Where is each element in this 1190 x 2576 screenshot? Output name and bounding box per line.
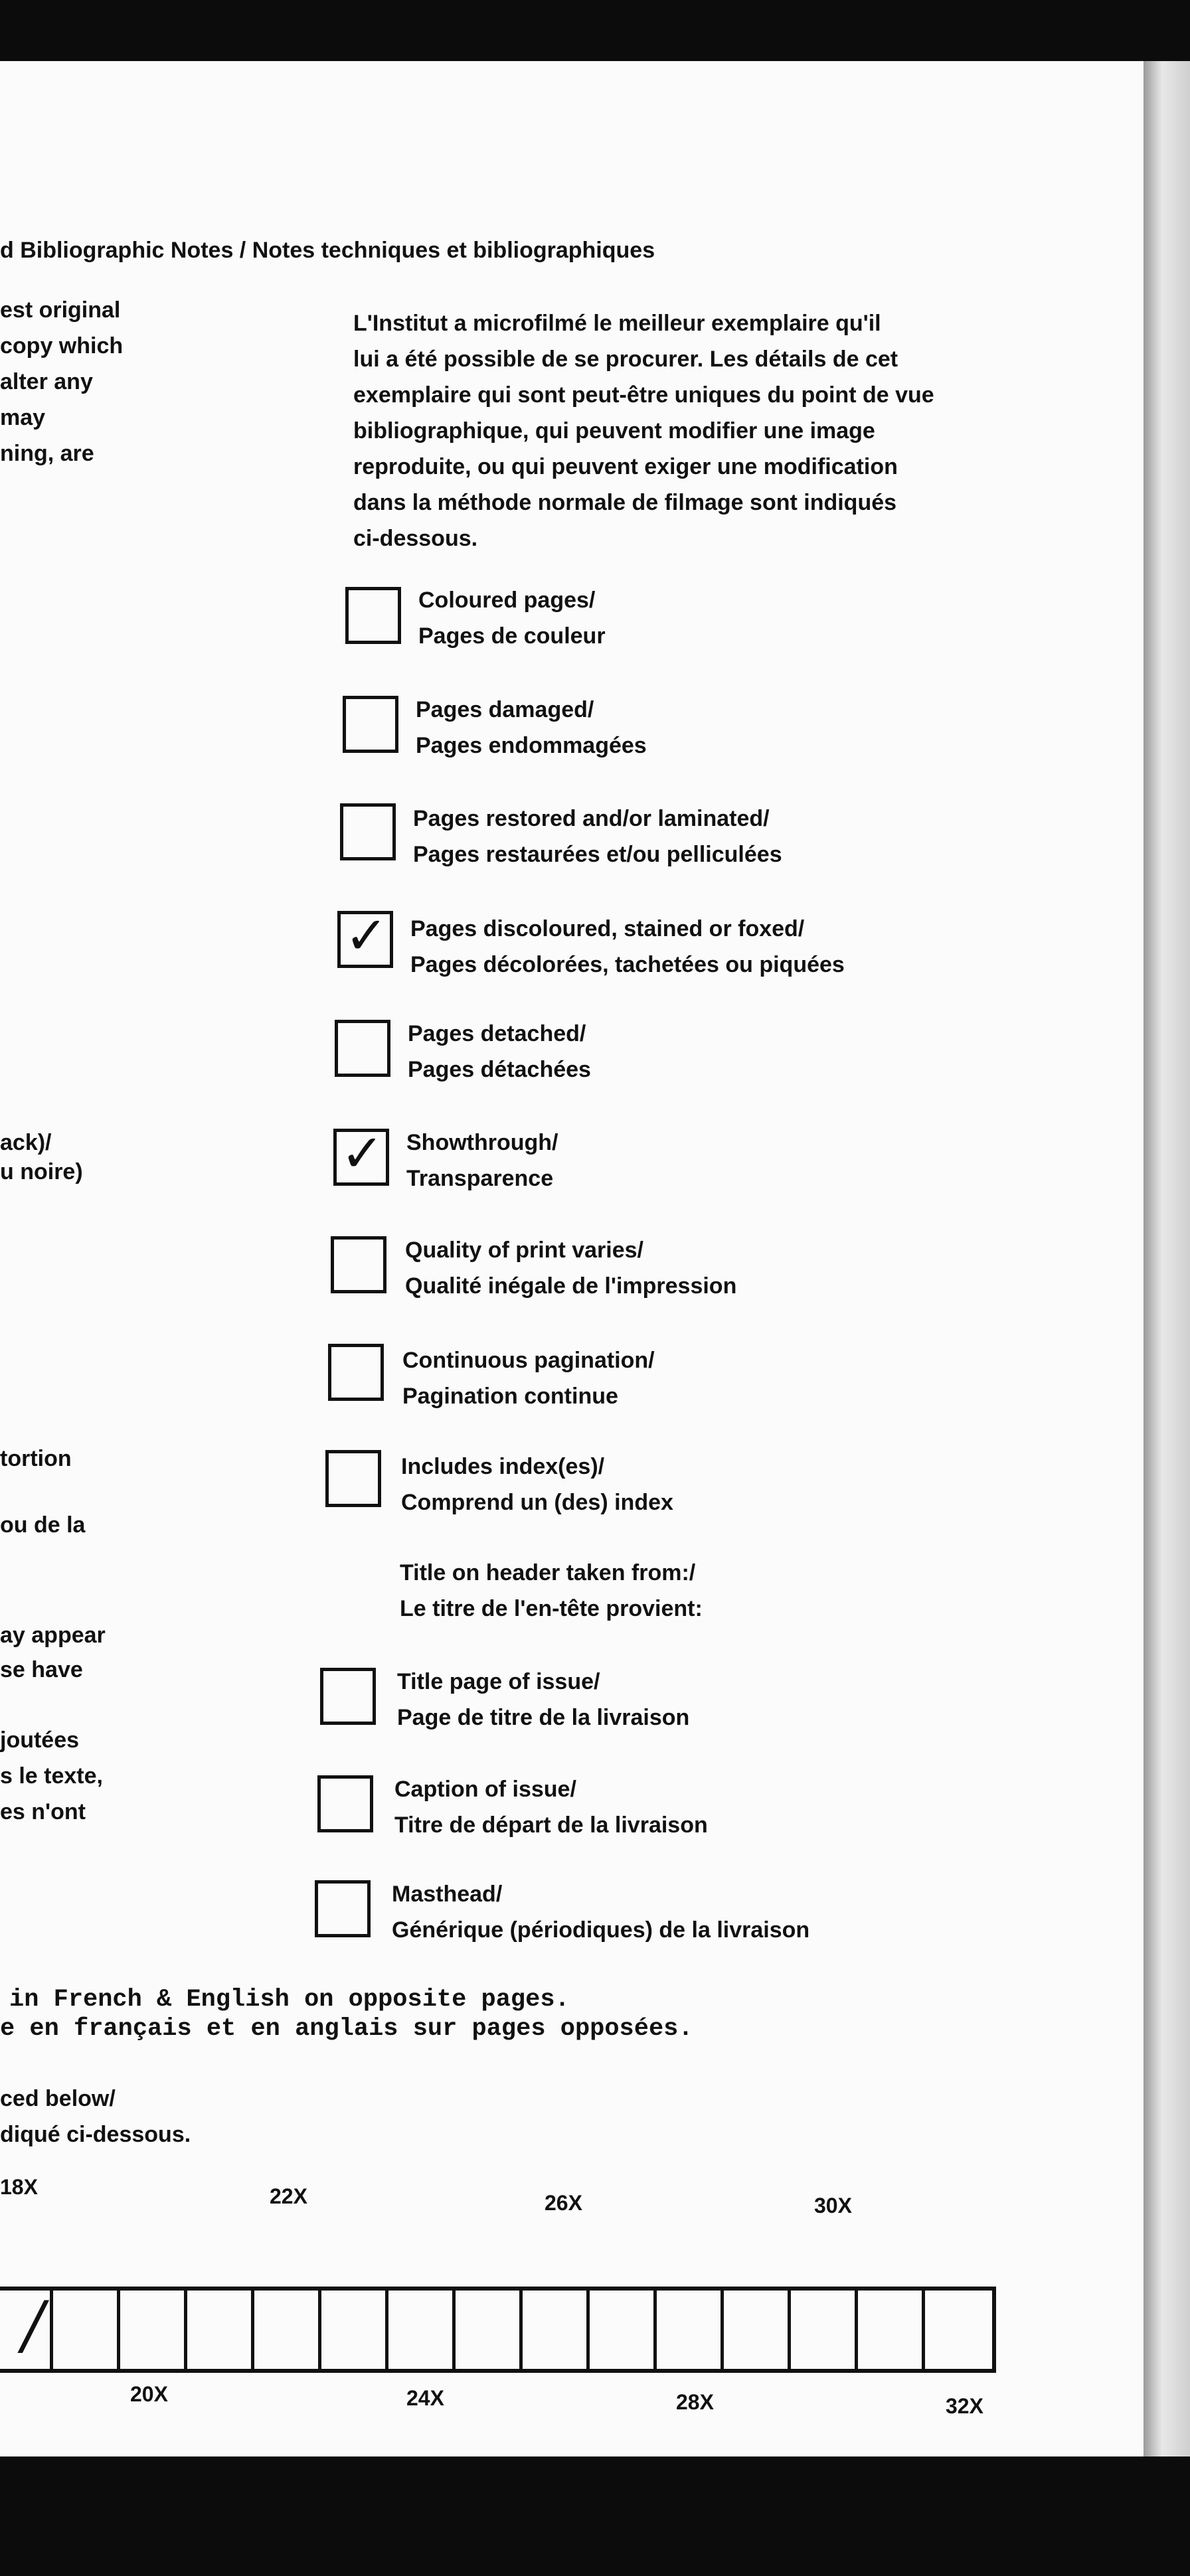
check-mark-icon: ✓: [341, 1124, 384, 1184]
ratio-cell[interactable]: [925, 2291, 992, 2369]
slash-mark-icon: /: [23, 2288, 44, 2362]
left-fragment: ning, are: [0, 441, 94, 466]
left-fragment: copy which: [0, 333, 124, 359]
pages-damaged-checkbox[interactable]: [343, 696, 398, 753]
ratio-cell[interactable]: [858, 2291, 925, 2369]
checkbox-label-fr: Pages endommagées: [416, 733, 647, 758]
checkbox-label-en: Coloured pages/: [418, 588, 596, 613]
checkbox-label-en: Masthead/: [392, 1882, 503, 1907]
quality-of-print-checkbox[interactable]: [331, 1236, 386, 1293]
ratio-cell[interactable]: [724, 2291, 791, 2369]
checkbox-label-fr: Pages de couleur: [418, 623, 606, 649]
checkbox-label-fr: Pagination continue: [402, 1384, 618, 1409]
left-fragment: s le texte,: [0, 1763, 103, 1789]
ratio-cell[interactable]: [523, 2291, 590, 2369]
ratio-label-bottom: 20X: [130, 2382, 168, 2406]
coloured-pages-checkbox[interactable]: [345, 587, 401, 644]
ratio-label-bottom: 32X: [946, 2394, 983, 2418]
title-page-of-issue-checkbox[interactable]: [320, 1668, 376, 1725]
ratio-label-bottom: 24X: [406, 2386, 444, 2410]
paragraph-line: reproduite, ou qui peuvent exiger une modification: [353, 454, 898, 479]
check-mark-icon: ✓: [345, 906, 388, 966]
checkbox-label-fr: Pages détachées: [408, 1057, 591, 1082]
paragraph-line: bibliographique, qui peuvent modifier une image: [353, 418, 875, 443]
checkbox-label-en: Quality of print varies/: [405, 1238, 643, 1263]
masthead-checkbox[interactable]: [315, 1880, 371, 1937]
left-fragment: joutées: [0, 1728, 80, 1753]
left-fragment: ay appear: [0, 1623, 106, 1648]
left-fragment: ou de la: [0, 1512, 86, 1538]
reduction-ratio-grid: [0, 2287, 996, 2373]
left-fragment: may: [0, 405, 46, 430]
includes-index-checkbox[interactable]: [325, 1450, 381, 1507]
ratio-cell[interactable]: [254, 2291, 321, 2369]
checkbox-label-fr: Générique (périodiques) de la livraison: [392, 1917, 810, 1943]
ratio-label-bottom: 28X: [676, 2390, 714, 2414]
additional-note-fr: e en français et en anglais sur pages opposées.: [0, 2015, 693, 2043]
ratio-cell[interactable]: [187, 2291, 254, 2369]
caption-of-issue-checkbox[interactable]: [317, 1775, 373, 1832]
checkbox-label-en: Pages discoloured, stained or foxed/: [410, 916, 805, 941]
ratio-cell[interactable]: [321, 2291, 388, 2369]
left-fragment: tortion: [0, 1446, 72, 1471]
title-header-en: Title on header taken from:/: [400, 1560, 696, 1585]
checkbox-label-en: Title page of issue/: [397, 1669, 600, 1694]
paragraph-line: ci-dessous.: [353, 526, 478, 551]
left-fragment: alter any: [0, 369, 93, 394]
ratio-label-top: 30X: [814, 2194, 852, 2217]
checkbox-label-en: Pages restored and/or laminated/: [413, 806, 770, 831]
paragraph-line: exemplaire qui sont peut-être uniques du point de vue: [353, 382, 934, 408]
checkbox-label-en: Pages detached/: [408, 1021, 586, 1046]
ratio-label-top: 22X: [270, 2184, 307, 2208]
pages-detached-checkbox[interactable]: [335, 1020, 390, 1077]
checkbox-label-fr: Qualité inégale de l'impression: [405, 1273, 737, 1299]
checkbox-label-fr: Pages restaurées et/ou pelliculées: [413, 842, 782, 867]
reduction-note-en: ced below/: [0, 2086, 116, 2111]
showthrough-checkbox[interactable]: [333, 1124, 389, 1186]
paragraph-line: dans la méthode normale de filmage sont indiqués: [353, 490, 897, 515]
page-header: d Bibliographic Notes / Notes techniques et bibliographiques: [0, 238, 655, 263]
ratio-cell[interactable]: [120, 2291, 187, 2369]
paragraph-line: L'Institut a microfilmé le meilleur exemplaire qu'il: [353, 311, 881, 336]
left-fragment: est original: [0, 297, 121, 323]
checkbox-label-en: Continuous pagination/: [402, 1348, 655, 1373]
left-fragment: es n'ont: [0, 1799, 86, 1824]
ratio-cell[interactable]: [456, 2291, 523, 2369]
checkbox-label-fr: Transparence: [406, 1166, 554, 1191]
checkbox-label-fr: Comprend un (des) index: [401, 1490, 673, 1515]
checkbox-label-en: Showthrough/: [406, 1130, 558, 1155]
checkbox-label-fr: Pages décolorées, tachetées ou piquées: [410, 952, 845, 977]
left-fragment: se have: [0, 1657, 83, 1682]
ratio-cell[interactable]: [590, 2291, 657, 2369]
document-page: [0, 61, 1144, 2456]
paragraph-line: lui a été possible de se procurer. Les détails de cet: [353, 347, 898, 372]
additional-note-en: in French & English on opposite pages.: [9, 1986, 570, 2014]
checkbox-label-fr: Titre de départ de la livraison: [394, 1812, 708, 1838]
pages-restored-checkbox[interactable]: [340, 803, 396, 860]
title-header-fr: Le titre de l'en-tête provient:: [400, 1596, 703, 1621]
checkbox-label-fr: Page de titre de la livraison: [397, 1705, 690, 1730]
ratio-cell[interactable]: [53, 2291, 120, 2369]
ratio-cell-18x[interactable]: [0, 2288, 53, 2369]
left-fragment: ack)/: [0, 1130, 52, 1155]
checkbox-label-en: Includes index(es)/: [401, 1454, 605, 1479]
reduction-note-fr: diqué ci-dessous.: [0, 2122, 191, 2147]
ratio-cell[interactable]: [791, 2291, 858, 2369]
pages-discoloured-checkbox[interactable]: [337, 906, 393, 968]
ratio-cell[interactable]: [657, 2291, 724, 2369]
ratio-cell[interactable]: [388, 2291, 456, 2369]
left-fragment: u noire): [0, 1159, 83, 1184]
checkbox-label-en: Pages damaged/: [416, 697, 594, 722]
ratio-label-top: 26X: [545, 2191, 582, 2215]
continuous-pagination-checkbox[interactable]: [328, 1344, 384, 1401]
page-edge: [1144, 61, 1190, 2456]
checkbox-label-en: Caption of issue/: [394, 1777, 576, 1802]
ratio-label-top: 18X: [0, 2175, 38, 2199]
